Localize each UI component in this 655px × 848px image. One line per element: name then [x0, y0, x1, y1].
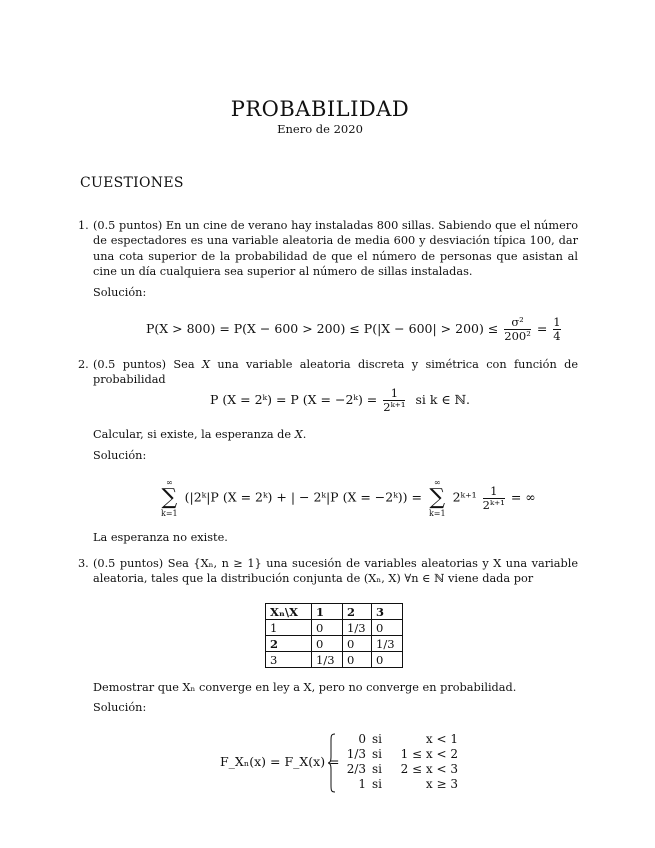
sum-symbol: [429, 478, 446, 518]
equation-expectation: [158, 478, 536, 518]
case-value: 0: [358, 732, 366, 746]
table-cell: 1/3: [343, 620, 372, 636]
problem-2: [78, 357, 578, 388]
left-brace-icon: [328, 733, 336, 793]
solution-label: Solución:: [93, 286, 147, 299]
problem-text-part: una variable aleatoria discreta y simétrica con función de probabilidad: [93, 358, 579, 387]
fraction-sigma: [504, 316, 531, 343]
problem-1: [78, 218, 578, 279]
fraction-denominator: 2ᵏ⁺¹: [482, 497, 505, 512]
sum-lower: k=1: [161, 509, 178, 518]
problem-text-part: (0.5 puntos) Sea: [93, 358, 195, 371]
table-cell: 0: [312, 620, 343, 636]
table-header-cell: 3: [372, 604, 403, 620]
pmf-left: P (X = 2ᵏ) = P (X = −2ᵏ) =: [210, 392, 378, 407]
case-condition: 2 ≤ x < 3: [400, 762, 458, 776]
sum-term: 2ᵏ⁺¹: [452, 489, 477, 505]
problem-number: 3.: [78, 557, 89, 570]
table-cell: 3: [266, 652, 312, 668]
table-cell: 1: [266, 620, 312, 636]
problem-number: 1.: [78, 219, 89, 232]
table-cell: 0: [343, 636, 372, 652]
solution-label: Solución:: [93, 701, 147, 714]
problem-text: (0.5 puntos) En un cine de verano hay instaladas 800 sillas. Sabiendo que el número de espectadores es una variable aleatoria de media 600 y desviación típica 100, dar una cota superior de la probabilidad de que el número de personas que asistan al cine un día cualquiera sea superior al número de sillas instaladas.: [93, 219, 578, 278]
case-si: si: [372, 777, 382, 791]
sum-result: = ∞: [510, 489, 536, 505]
equation-pmf: [210, 387, 470, 414]
case-value: 2/3: [346, 762, 366, 776]
case-si: si: [372, 747, 382, 761]
table-header-cell: Xₙ\X: [266, 604, 312, 620]
page-title: PROBABILIDAD: [230, 97, 410, 121]
case-si: si: [372, 762, 382, 776]
problem-text: [93, 357, 578, 388]
problem-3: [78, 556, 578, 587]
variable-x: X: [294, 428, 303, 441]
question-end: .: [302, 428, 307, 441]
case-condition: 1 ≤ x < 2: [400, 747, 458, 761]
question-text: Calcular, si existe, la esperanza de: [93, 428, 292, 441]
section-title: CUESTIONES: [80, 175, 184, 191]
question-line: [93, 428, 306, 441]
fraction-denominator: 200²: [504, 329, 531, 343]
cdf-lhs: F_Xₙ(x) = F_X(x) =: [220, 754, 340, 769]
sum-symbol: [161, 478, 178, 518]
table-row: [266, 652, 403, 668]
problem-number: 2.: [78, 358, 89, 371]
solution-label: Solución:: [93, 449, 147, 462]
case-row: [340, 747, 458, 762]
case-si: si: [372, 732, 382, 746]
table-row: [266, 636, 403, 652]
fraction-quarter: [553, 316, 560, 343]
variable-x: X: [201, 358, 211, 371]
case-value: 1: [358, 777, 366, 791]
case-row: [340, 762, 458, 777]
sum-fraction: [483, 485, 505, 512]
pmf-condition: si k ∈ ℕ.: [415, 392, 471, 407]
equation-main: P(X > 800) = P(X − 600 > 200) ≤ P(|X − 600| > 200) ≤: [146, 321, 499, 336]
table-row: [266, 620, 403, 636]
fraction-denominator: 4: [553, 329, 561, 343]
sum-sigma: ∑: [161, 485, 178, 510]
case-value: 1/3: [346, 747, 366, 761]
table-cell: 0: [312, 636, 343, 652]
sum-upper: ∞: [165, 478, 173, 487]
fraction-numerator: 1: [553, 315, 561, 329]
table-header-cell: 2: [343, 604, 372, 620]
case-row: [340, 777, 458, 792]
pmf-fraction: [383, 387, 405, 414]
table-cell: 0: [343, 652, 372, 668]
table-cell: 1/3: [312, 652, 343, 668]
sum-term: (|2ᵏ|P (X = 2ᵏ) + | − 2ᵏ|P (X = −2ᵏ)) =: [184, 489, 422, 505]
joint-distribution-table: [265, 603, 403, 668]
sum-lower: k=1: [428, 509, 446, 518]
fraction-denominator: 2ᵏ⁺¹: [383, 400, 406, 414]
sum-upper: ∞: [433, 478, 441, 487]
fraction-numerator: 1: [390, 386, 399, 400]
table-cell: 1/3: [372, 636, 403, 652]
table-header-cell: 1: [312, 604, 343, 620]
case-row: [340, 732, 458, 747]
conclusion: La esperanza no existe.: [93, 531, 228, 544]
cdf-cases: [340, 732, 458, 792]
equation-chebyshev: [146, 316, 563, 343]
equals-sign: =: [536, 321, 548, 336]
page-date: Enero de 2020: [277, 122, 363, 136]
table-cell: 2: [266, 636, 312, 652]
demonstrate-statement: Demostrar que Xₙ converge en ley a X, pero no converge en probabilidad.: [93, 681, 517, 694]
fraction-numerator: σ²: [511, 315, 524, 329]
fraction-numerator: 1: [490, 483, 498, 498]
case-condition: x ≥ 3: [425, 777, 458, 791]
table-header-row: [266, 604, 403, 620]
table-cell: 0: [372, 620, 403, 636]
sum-sigma: ∑: [429, 485, 446, 510]
table-cell: 0: [372, 652, 403, 668]
problem-text: (0.5 puntos) Sea {Xₙ, n ≥ 1} una sucesión de variables aleatorias y X una variable aleatoria, tales que la distribución conjunta de (Xₙ, X) ∀n ∈ ℕ viene dada por: [93, 557, 578, 586]
case-condition: x < 1: [425, 732, 458, 746]
